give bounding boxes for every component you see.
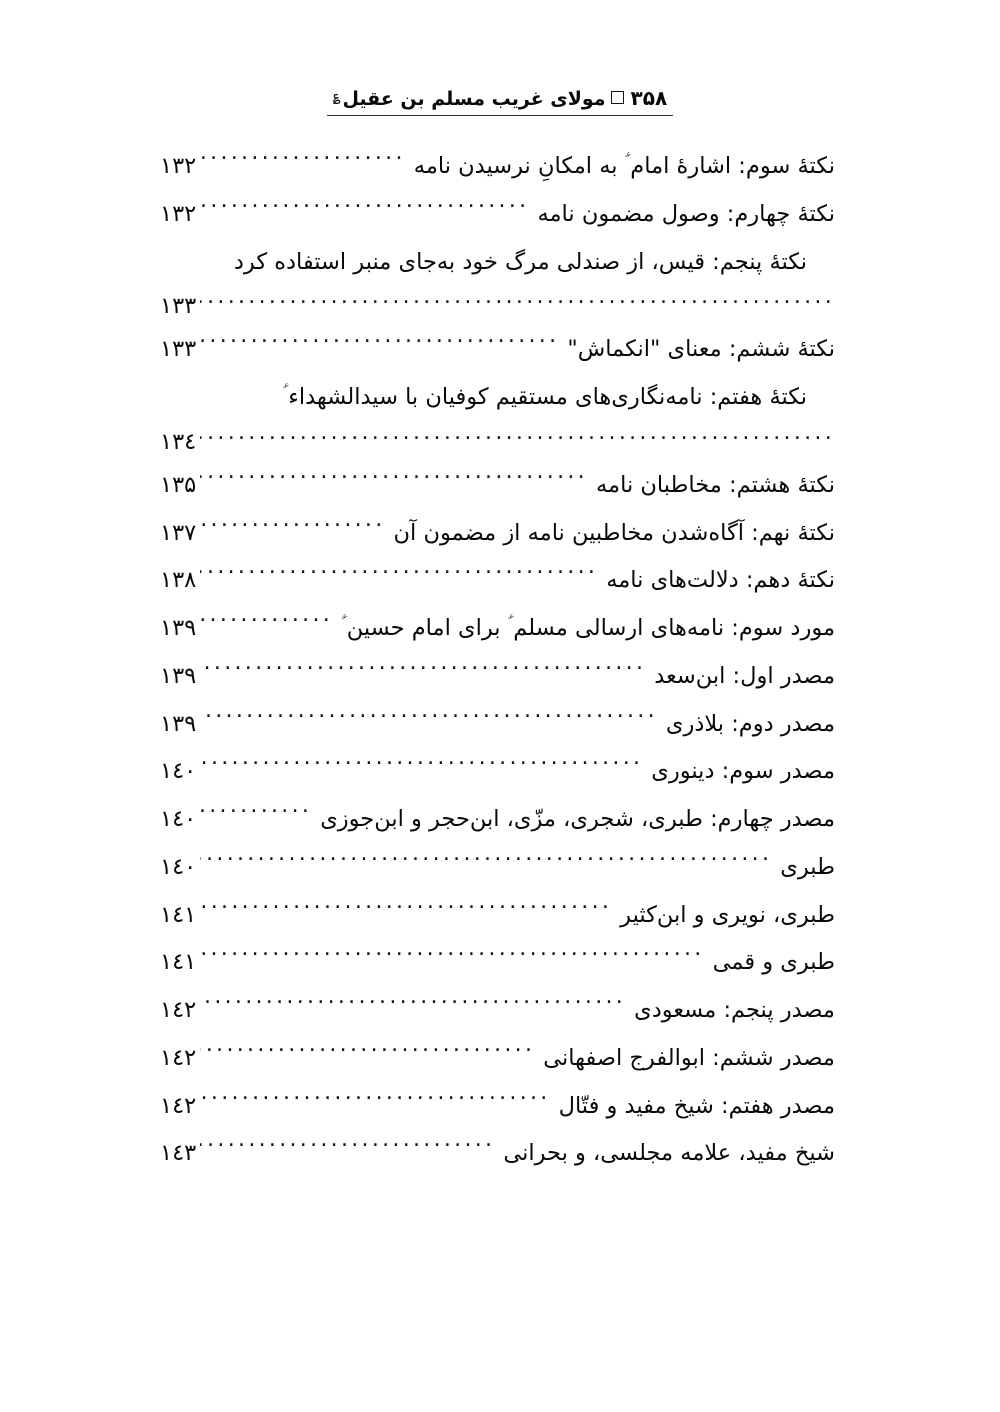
toc-entry-title: مصدر پنجم: مسعودی: [634, 997, 835, 1023]
toc-entry-page-number: ۱۳۳: [160, 293, 197, 320]
toc-entry-line: [160, 469, 835, 503]
toc-entry-line: [160, 708, 835, 742]
toc-entry-page-number: ۱٤۱: [160, 949, 197, 976]
toc-entry-page-number: ۱۳۵: [160, 471, 197, 498]
dot-leader: [200, 851, 772, 874]
toc-entry-title: نکتهٔ پنجم: قیس، از صندلی مرگ خود به‌جای منبر استفاده کرد: [233, 248, 807, 275]
dot-leader: [200, 947, 704, 970]
dot-leader: [200, 899, 612, 922]
toc-entry[interactable]: [160, 333, 835, 367]
toc-entry-title: مصدر سوم: دینوری: [651, 758, 835, 785]
toc-entry-page-number: ۱۳۹: [160, 710, 197, 737]
toc-entry-line: [160, 517, 835, 551]
dot-leader: [200, 660, 646, 683]
toc-entry[interactable]: [160, 246, 835, 320]
toc-entry-title: نکتهٔ دهم: دلالت‌های نامه: [606, 567, 835, 594]
toc-entry-line: [160, 803, 835, 837]
toc-entry-page-number: ۱٤۲: [160, 1044, 197, 1071]
toc-entry-page-number: ۱٤۰: [160, 806, 197, 832]
toc-entry-leader-row: [160, 429, 835, 455]
book-title: مولای غریب مسلم بن عقیل: [342, 88, 606, 110]
toc-entry-title: طبری، نویری و ابن‌کثیر: [620, 901, 835, 928]
toc-entry-page-number: ۱۳۲: [160, 200, 197, 227]
toc-entry-line: [160, 994, 835, 1028]
honorific-icon: ؏: [332, 89, 341, 104]
toc-entry-line: [160, 946, 835, 980]
dot-leader: [200, 565, 598, 588]
toc-entry[interactable]: [160, 755, 835, 789]
toc-entry-line: [160, 899, 835, 933]
toc-entry-title: نکتهٔ چهارم: وصول مضمون نامه: [537, 200, 835, 227]
dot-leader: [200, 1138, 495, 1161]
running-header-inner: [327, 86, 673, 116]
toc-entry[interactable]: [160, 381, 835, 455]
toc-entry[interactable]: [160, 946, 835, 980]
dot-leader: [200, 1042, 535, 1065]
toc-entry-page-number: ۱۳۹: [160, 662, 197, 689]
dot-leader: [200, 433, 835, 449]
dot-leader: [200, 995, 626, 1018]
toc-entry-title: طبری و قمی: [712, 949, 835, 976]
toc-entry-title: نکتهٔ نهم: آگاه‌شدن مخاطبین نامه از مضمون آن: [393, 519, 835, 546]
toc-entry-page-number: ۱۳۸: [160, 567, 197, 594]
toc-entry-line: [160, 150, 835, 184]
toc-entry-line: [160, 198, 835, 232]
toc-entry[interactable]: [160, 612, 835, 646]
toc-entry-line: [160, 660, 835, 694]
toc-entry[interactable]: [160, 708, 835, 742]
running-header: [145, 86, 855, 116]
toc-entry-line: [160, 755, 835, 789]
toc-entry-title: نکتهٔ ششم: معنای "انکماش": [567, 336, 835, 363]
toc-entry-page-number: ۱٤۲: [160, 997, 197, 1023]
toc-entry[interactable]: [160, 1090, 835, 1124]
toc-entry[interactable]: [160, 994, 835, 1028]
dot-leader: [200, 297, 835, 313]
toc-entry-page-number: ۱٤۳: [160, 1140, 197, 1167]
square-bullet-icon: [611, 91, 624, 104]
toc-entry-title: مصدر هفتم: شیخ مفید و فتّال: [558, 1092, 835, 1119]
toc-entry[interactable]: [160, 899, 835, 933]
toc-entry-title: شیخ مفید، علامه مجلسی، و بحرانی: [503, 1140, 835, 1167]
toc-entry-title: مصدر اول: ابن‌سعد: [654, 662, 835, 689]
toc-entry-page-number: ۱٤۰: [160, 758, 197, 785]
toc-entry-line: [160, 1090, 835, 1124]
dot-leader: [200, 804, 312, 827]
toc-entry-title: طبری: [780, 853, 835, 880]
toc-entry-page-number: ۱۳۳: [160, 336, 197, 363]
toc-entry[interactable]: [160, 150, 835, 184]
toc-entry-line: [160, 612, 835, 646]
toc-entry[interactable]: [160, 564, 835, 598]
toc-entry-page-number: ۱۳۹: [160, 615, 197, 641]
toc-entry-page-number: ۱۳۷: [160, 519, 197, 546]
dot-leader: [200, 756, 643, 779]
toc-entry-title: مصدر ششم: ابوالفرج اصفهانی: [543, 1044, 835, 1071]
toc-entry-page-number: ۱٤۰: [160, 853, 197, 880]
toc-entry-line: [160, 333, 835, 367]
dot-leader: [200, 469, 588, 492]
toc-entry-title: مصدر چهارم: طبری، شجری، مزّی، ابن‌حجر و ابن‌جوزی: [320, 806, 835, 832]
toc-entry-title: مورد سوم: نامه‌های ارسالی مسلم ؑ برای امام حسین ؑ: [341, 615, 835, 641]
toc-entry-line: [160, 1042, 835, 1076]
toc-entry[interactable]: [160, 469, 835, 503]
toc-entry-line: [160, 851, 835, 885]
toc-entry-page-number: ۱۳۲: [160, 153, 197, 179]
table-of-contents: [160, 150, 835, 1185]
toc-entry-page-number: ۱۳٤: [160, 428, 197, 455]
page-number: ۳۵۸: [630, 86, 668, 110]
toc-entry-line: [160, 564, 835, 598]
toc-entry-line: [160, 1137, 835, 1171]
toc-entry-page-number: ۱٤۱: [160, 901, 197, 928]
toc-entry-leader-row: [160, 293, 835, 319]
dot-leader: [200, 334, 559, 357]
toc-entry-title: مصدر دوم: بلاذری: [665, 710, 835, 737]
dot-leader: [200, 517, 385, 540]
toc-entry[interactable]: [160, 1042, 835, 1076]
toc-entry[interactable]: [160, 1137, 835, 1171]
dot-leader: [200, 151, 405, 174]
dot-leader: [200, 708, 658, 731]
toc-entry-title: نکتهٔ هفتم: نامه‌نگاری‌های مستقیم کوفیان با سیدالشهداء ؑ: [282, 384, 807, 410]
toc-entry-page-number: ۱٤۲: [160, 1092, 197, 1119]
dot-leader: [200, 198, 529, 221]
dot-leader: [200, 613, 333, 636]
dot-leader: [200, 1090, 550, 1113]
toc-entry[interactable]: [160, 660, 835, 694]
toc-entry-title: نکتهٔ هشتم: مخاطبان نامه: [595, 471, 835, 498]
toc-entry-title: نکتهٔ سوم: اشارهٔ امام ؑ به امکانِ نرسیدن نامه: [413, 153, 835, 179]
toc-entry[interactable]: [160, 198, 835, 232]
toc-entry[interactable]: [160, 851, 835, 885]
toc-entry[interactable]: [160, 803, 835, 837]
toc-entry[interactable]: [160, 517, 835, 551]
